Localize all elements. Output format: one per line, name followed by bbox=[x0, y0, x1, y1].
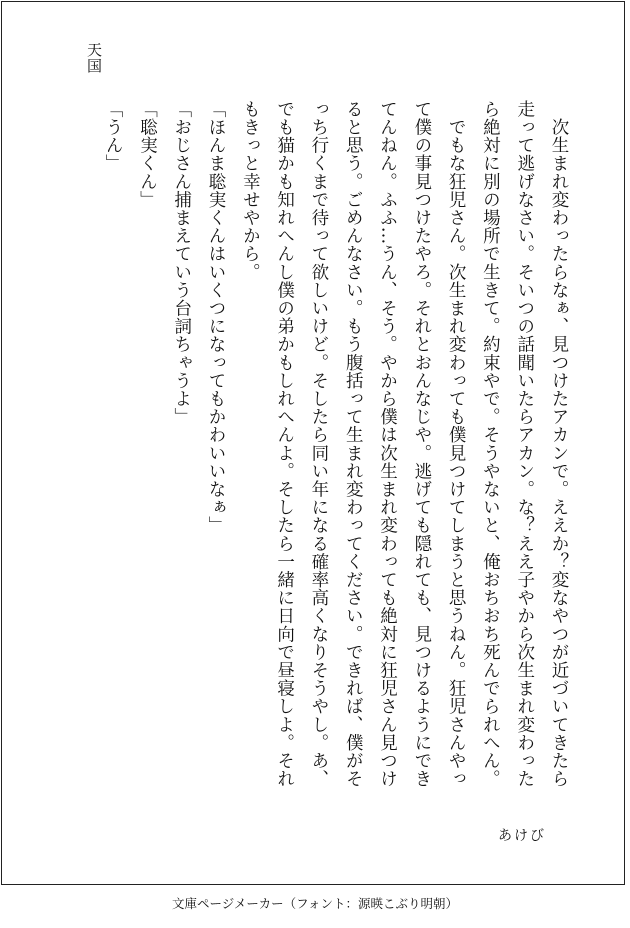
dialogue-line-3: 「聡実くん」 bbox=[137, 100, 158, 209]
story-body bbox=[96, 100, 576, 800]
page-title: 天国 bbox=[85, 42, 103, 74]
dialogue-line-1: 「ほんま聡実くんはいくつになってもかわいいなぁ」 bbox=[206, 100, 227, 535]
footer-credit: 文庫ページメーカー（フォント：源暎こぶり明朝） bbox=[171, 896, 458, 911]
author-name: あけび bbox=[498, 828, 546, 844]
dialogue-line-2: 「おじさん捕まえていう台詞ちゃうよ」 bbox=[171, 100, 192, 426]
paragraph-2: でもな狂児さん。次生まれ変わっても僕見つけてしまうと思うねん。狂児さんやって僕の事見つけたやろ。それとおんなじや。逃げても隠れても、見つけるようにできてんねん。ふふ…うん、そう。やから僕は次生まれ変わっても絶対に狂児さん見つけると思う。ごめんなさい。もう腹括って生まれ変わってください。できれば、僕がそっち行くまで待って欲しいけど。そしたら同い年になる確率高くなりそうやし。あ、でも猫かも知れへんし僕の弟かもしれへんよ。そしたら一緒に日向で昼寝しよ。それもきっと幸せやから。 bbox=[240, 100, 467, 788]
paragraph-1: 次生まれ変わったらなぁ、見つけたアカンで。ええか？変なやつが近づいてきたら走って逃げなさい。そいつの話聞いたらアカン。な？ええ子やから次生まれ変わったら絶対に別の場所で生きて。約束やで。そうやないと、俺おちおち死んでられへん。 bbox=[480, 100, 569, 788]
dialogue-line-4: 「うん」 bbox=[103, 100, 124, 173]
page-frame bbox=[1, 1, 625, 885]
